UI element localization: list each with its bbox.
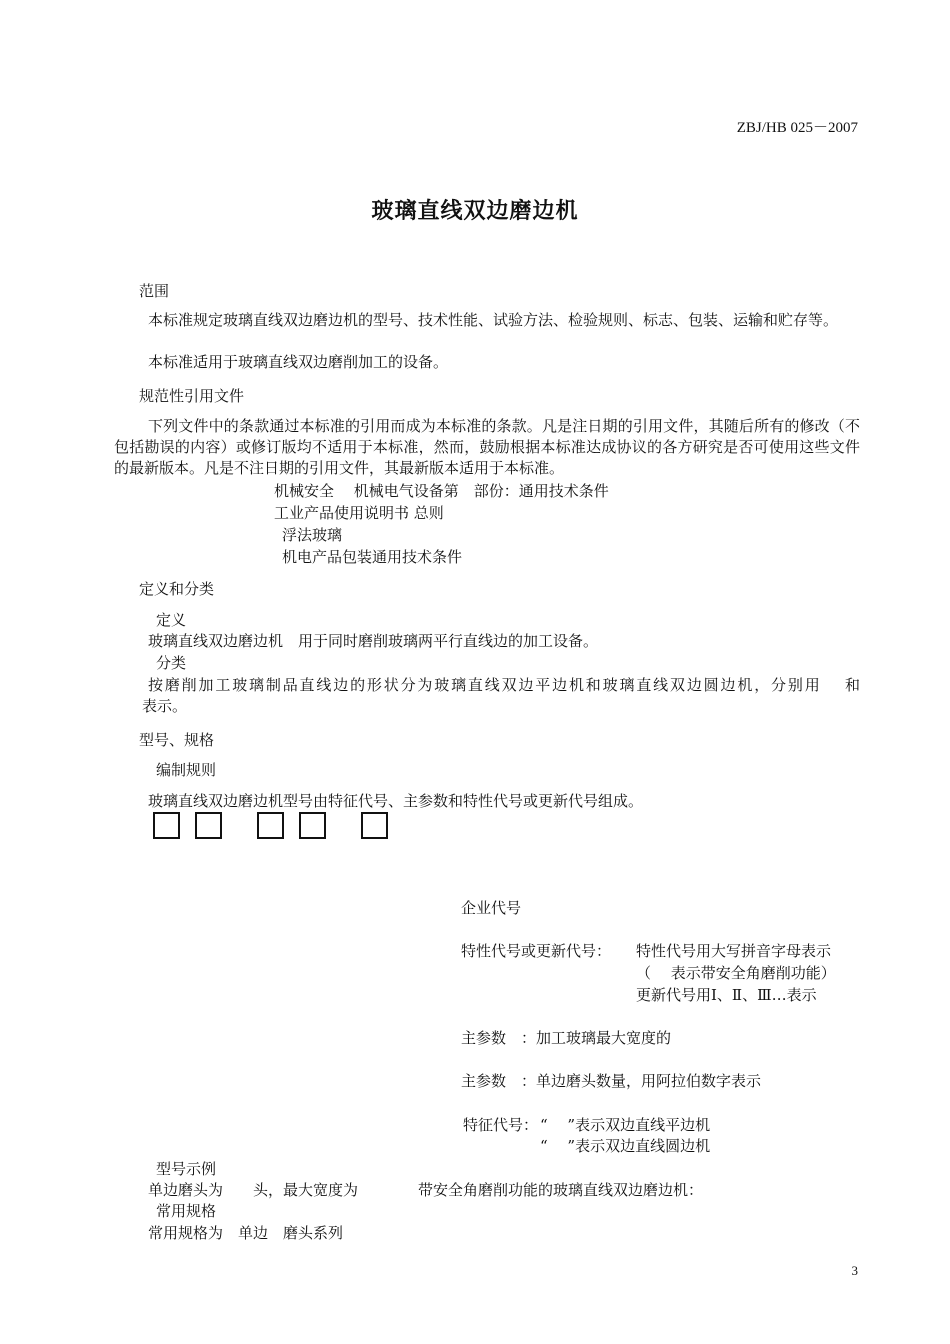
classification-text-line1: 按磨削加工玻璃制品直线边的形状分为玻璃直线双边平边机和玻璃直线双边圆边机，分别用 和 <box>148 676 860 694</box>
model-code-box <box>299 812 326 839</box>
reference-item: 机械安全 机械电气设备第 部份：通用技术条件 <box>274 482 609 500</box>
page-number: 3 <box>851 1263 858 1278</box>
scope-paragraph-1: 本标准规定玻璃直线双边磨边机的型号、技术性能、试验方法、检验规则、标志、包装、运输和贮存等。 <box>148 311 839 329</box>
model-code-box <box>257 812 284 839</box>
legend-char-line1: “ ”表示双边直线平边机 <box>540 1116 711 1134</box>
section-heading-references: 规范性引用文件 <box>139 387 245 405</box>
standard-code: ZBJ/HB 025－2007 <box>736 120 858 136</box>
naming-rule-text: 玻璃直线双边磨边机型号由特征代号、主参数和特性代号或更新代号组成。 <box>148 792 644 810</box>
reference-item: 工业产品使用说明书 总则 <box>274 504 444 522</box>
legend-enterprise-code: 企业代号 <box>461 899 522 917</box>
reference-item: 浮法玻璃 <box>282 526 343 544</box>
subheading-common-specs: 常用规格 <box>156 1202 217 1220</box>
legend-char-line2: “ ”表示双边直线圆边机 <box>540 1137 711 1155</box>
section-heading-models: 型号、规格 <box>139 731 215 749</box>
legend-main-param-1: 主参数 ：加工玻璃最大宽度的 <box>461 1029 672 1047</box>
legend-char-label: 特征代号： <box>463 1116 539 1134</box>
model-code-box <box>361 812 388 839</box>
common-specs-text: 常用规格为 单边 磨头系列 <box>148 1224 344 1242</box>
section-heading-definitions: 定义和分类 <box>139 580 215 598</box>
reference-item: 机电产品包装通用技术条件 <box>282 548 463 566</box>
legend-feature-label: 特性代号或更新代号： <box>461 942 612 960</box>
model-example-text: 单边磨头为 头，最大宽度为 带安全角磨削功能的玻璃直线双边磨边机： <box>148 1181 704 1199</box>
subheading-model-example: 型号示例 <box>156 1160 217 1178</box>
legend-main-param-2: 主参数 ：单边磨头数量，用阿拉伯数字表示 <box>461 1072 762 1090</box>
model-code-box <box>153 812 180 839</box>
definition-text: 玻璃直线双边磨边机 用于同时磨削玻璃两平行直线边的加工设备。 <box>148 632 599 650</box>
model-code-box <box>195 812 222 839</box>
section-heading-scope: 范围 <box>139 282 170 300</box>
legend-feature-line2: （ 表示带安全角磨削功能） <box>636 964 836 982</box>
subheading-definition: 定义 <box>156 611 187 629</box>
legend-feature-line1: 特性代号用大写拼音字母表示 <box>636 942 832 960</box>
legend-feature-line3: 更新代号用Ⅰ、Ⅱ、Ⅲ…表示 <box>636 986 817 1004</box>
scope-paragraph-2: 本标准适用于玻璃直线双边磨削加工的设备。 <box>148 353 449 371</box>
classification-text-line2: 表示。 <box>142 697 188 715</box>
subheading-classification: 分类 <box>156 654 187 672</box>
references-paragraph: 下列文件中的条款通过本标准的引用而成为本标准的条款。凡是注日期的引用文件，其随后所有的修改（不包括勘误的内容）或修订版均不适用于本标准，然而，鼓励根据本标准达成协议的各方研究是否可使用这些文件的最新版本。凡是不注日期的引用文件，其最新版本适用于本标准。 <box>114 417 860 477</box>
subheading-naming-rules: 编制规则 <box>156 761 217 779</box>
document-title: 玻璃直线双边磨边机 <box>371 199 579 224</box>
